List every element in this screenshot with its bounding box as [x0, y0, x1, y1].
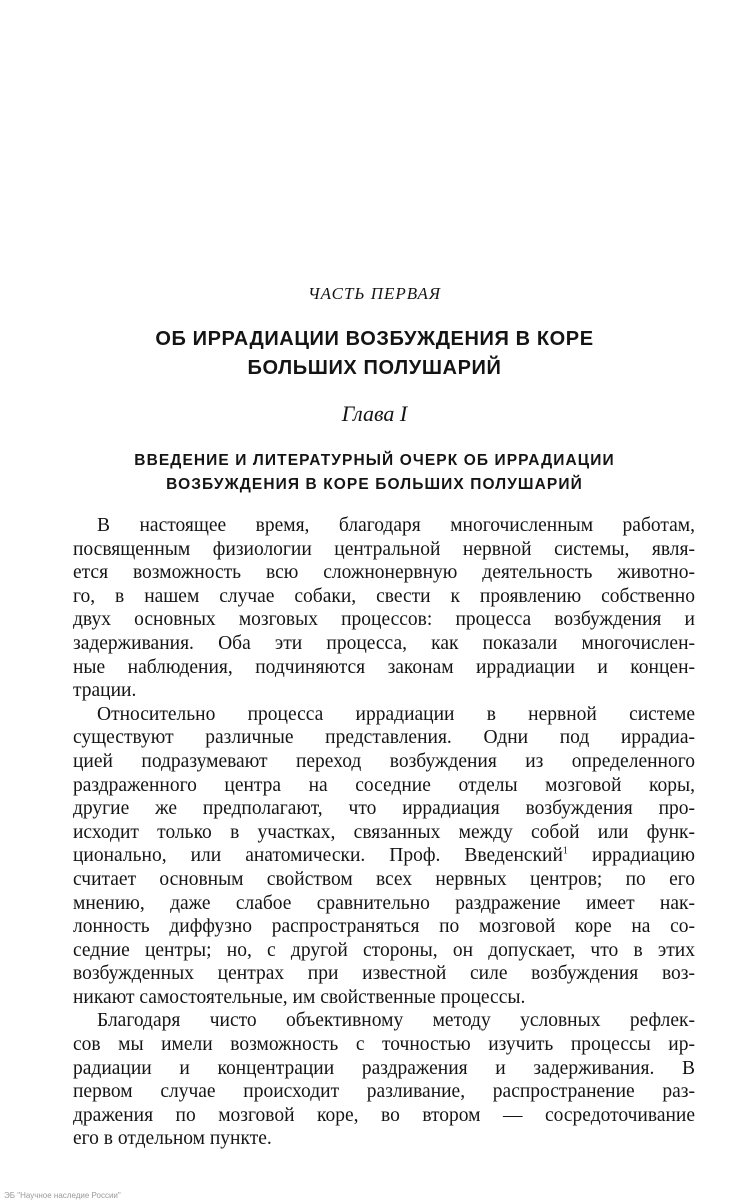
- body-text: [73, 514, 695, 1151]
- part-label: ЧАСТЬ ПЕРВАЯ: [307, 284, 442, 303]
- text-line: другие же предполагают, что иррадиация возбуждения про-: [73, 798, 695, 820]
- chapter-title: [0, 449, 749, 497]
- text-line: исходит только в участках, связанных между собой или функ-: [73, 821, 695, 843]
- part-title-line: БОЛЬШИХ ПОЛУШАРИЙ: [247, 357, 502, 379]
- text-line: Благодаря чисто объективному методу условных рефлек-: [97, 1010, 695, 1032]
- text-line: дражения по мозговой коре, во втором — сосредоточивание: [73, 1104, 695, 1126]
- watermark: ЭБ "Научное наследие России": [4, 1191, 121, 1200]
- text-line-with-footnote: [73, 844, 695, 868]
- text-line: седние центры; но, с другой стороны, он допускает, что в этих: [73, 939, 695, 961]
- part-title-line: ОБ ИРРАДИАЦИИ ВОЗБУЖДЕНИЯ В КОРЕ: [155, 328, 594, 350]
- text-line: возбужденных центрах при известной силе возбуждения воз-: [73, 963, 695, 985]
- text-line: сов мы имели возможность с точностью изучить процессы ир-: [73, 1034, 695, 1056]
- text-line: го, в нашем случае собаки, свести к проявлению собственно: [73, 585, 695, 607]
- chapter-label: Глава I: [341, 401, 408, 426]
- text-line: посвященным физиологии центральной нервной системы, явля-: [73, 538, 695, 560]
- text-line: раздраженного центра на соседние отделы мозговой коры,: [73, 774, 695, 796]
- text-line: лонность диффузно распространяться по мозговой коре на со-: [73, 916, 695, 938]
- text-line: радиации и концентрации раздражения и задерживания. В: [73, 1057, 695, 1079]
- text-fragment: ционально, или анатомически. Проф. Введенский: [73, 845, 563, 867]
- part-title: [0, 325, 749, 383]
- text-line: ется возможность всю сложнонервную деятельность животно-: [73, 562, 695, 584]
- text-line: никают самостоятельные, им свойственные процессы.: [73, 986, 526, 1008]
- footnote-ref[interactable]: 1: [562, 845, 568, 857]
- text-line: трации.: [73, 680, 137, 702]
- text-line: его в отдельном пункте.: [73, 1128, 272, 1150]
- text-line: двух основных мозговых процессов: процесса возбуждения и: [73, 609, 695, 631]
- text-line: задерживания. Оба эти процесса, как показали многочислен-: [73, 632, 695, 654]
- text-line: В настоящее время, благодаря многочисленным работам,: [97, 515, 695, 536]
- text-line: первом случае происходит разливание, распространение раз-: [73, 1081, 695, 1103]
- chapter-title-line: ВВЕДЕНИЕ И ЛИТЕРАТУРНЫЙ ОЧЕРК ОБ ИРРАДИАЦИИ: [134, 452, 615, 469]
- text-line: существуют различные представления. Одни под иррадиа-: [73, 727, 695, 749]
- text-line: ные наблюдения, подчиняются законам иррадиации и концен-: [73, 656, 695, 678]
- chapter-title-line: ВОЗБУЖДЕНИЯ В КОРЕ БОЛЬШИХ ПОЛУШАРИЙ: [166, 476, 583, 493]
- text-line: Относительно процесса иррадиации в нервной системе: [97, 703, 695, 725]
- text-line: цией подразумевают переход возбуждения из определенного: [73, 750, 695, 772]
- text-line: мнению, даже слабое сравнительно раздражение имеет нак-: [73, 892, 695, 914]
- text-line: считает основным свойством всех нервных центров; по его: [73, 868, 695, 890]
- text-fragment: иррадиацию: [591, 845, 695, 867]
